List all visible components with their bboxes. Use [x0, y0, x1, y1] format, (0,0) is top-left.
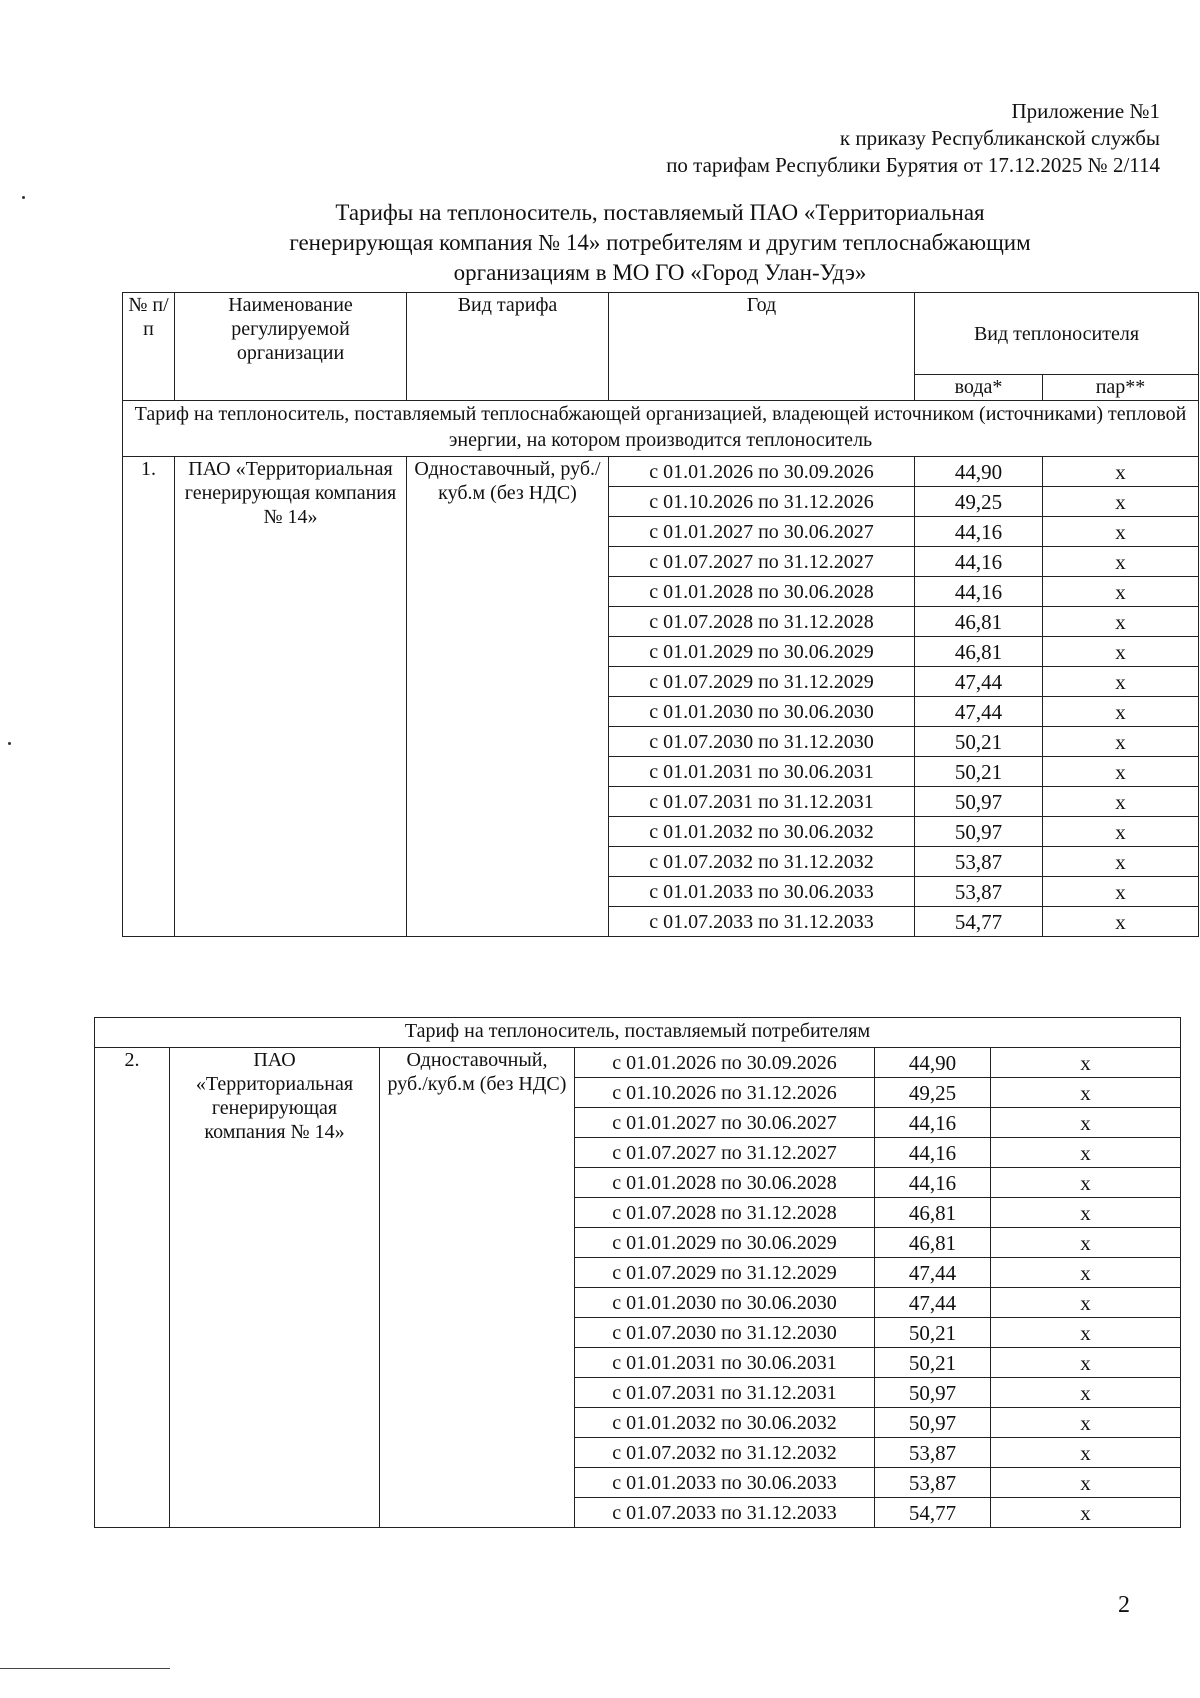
period-cell: с 01.07.2028 по 31.12.2028	[609, 607, 915, 637]
scan-edge-line	[0, 1668, 170, 1669]
steam-tariff-cell: x	[1043, 487, 1199, 517]
water-tariff-cell: 50,21	[875, 1318, 991, 1348]
period-cell: с 01.07.2030 по 31.12.2030	[575, 1318, 875, 1348]
period-cell: с 01.01.2027 по 30.06.2027	[609, 517, 915, 547]
period-cell: с 01.01.2033 по 30.06.2033	[575, 1468, 875, 1498]
steam-tariff-cell: x	[1043, 577, 1199, 607]
title-line-3: организациям в МО ГО «Город Улан-Удэ»	[453, 260, 867, 285]
steam-tariff-cell: x	[1043, 787, 1199, 817]
header-row	[123, 293, 1199, 375]
header-num: № п/п	[123, 293, 175, 401]
period-cell: с 01.07.2031 по 31.12.2031	[575, 1378, 875, 1408]
period-cell: с 01.07.2032 по 31.12.2032	[609, 847, 915, 877]
water-tariff-cell: 44,16	[875, 1168, 991, 1198]
period-cell: с 01.01.2033 по 30.06.2033	[609, 877, 915, 907]
header-year: Год	[609, 293, 915, 401]
header-carrier: Вид теплоносителя	[915, 293, 1199, 375]
row-number: 1.	[123, 457, 175, 937]
title-line-2: генерирующая компания № 14» потребителям и другим теплоснабжающим	[289, 230, 1031, 255]
period-cell: с 01.01.2031 по 30.06.2031	[609, 757, 915, 787]
water-tariff-cell: 50,97	[875, 1408, 991, 1438]
period-cell: с 01.07.2027 по 31.12.2027	[575, 1138, 875, 1168]
approval-reference	[666, 98, 1160, 179]
row-number: 2.	[95, 1048, 170, 1528]
steam-tariff-cell: x	[1043, 907, 1199, 937]
period-cell: с 01.07.2033 по 31.12.2033	[609, 907, 915, 937]
water-tariff-cell: 46,81	[875, 1198, 991, 1228]
tariff-row	[123, 457, 1199, 487]
water-tariff-cell: 49,25	[915, 487, 1043, 517]
water-tariff-cell: 47,44	[915, 667, 1043, 697]
water-tariff-cell: 44,16	[915, 517, 1043, 547]
steam-tariff-cell: x	[1043, 667, 1199, 697]
scan-speck	[8, 742, 11, 745]
steam-tariff-cell: x	[991, 1498, 1181, 1528]
steam-tariff-cell: x	[991, 1078, 1181, 1108]
section-2-body	[95, 1048, 1181, 1528]
steam-tariff-cell: x	[1043, 517, 1199, 547]
water-tariff-cell: 54,77	[875, 1498, 991, 1528]
section-1-caption: Тариф на теплоноситель, поставляемый теплоснабжающей организацией, владеющей источником (источниками) тепловой энергии, на котором производится теплоноситель	[123, 401, 1199, 457]
section-1-body	[123, 457, 1199, 937]
page-number: 2	[1118, 1592, 1130, 1618]
tariff-row	[95, 1048, 1181, 1078]
document-title	[200, 198, 1120, 288]
steam-tariff-cell: x	[1043, 817, 1199, 847]
organization-name: ПАО «Территориальная генерирующая компания № 14»	[175, 457, 407, 937]
steam-tariff-cell: x	[1043, 727, 1199, 757]
title-line-1: Тарифы на теплоноситель, поставляемый ПАО «Территориальная	[335, 200, 985, 225]
water-tariff-cell: 44,90	[915, 457, 1043, 487]
water-tariff-cell: 44,16	[875, 1108, 991, 1138]
period-cell: с 01.07.2029 по 31.12.2029	[609, 667, 915, 697]
section-caption-row	[95, 1018, 1181, 1048]
steam-tariff-cell: x	[1043, 757, 1199, 787]
period-cell: с 01.01.2030 по 30.06.2030	[575, 1288, 875, 1318]
period-cell: с 01.01.2032 по 30.06.2032	[609, 817, 915, 847]
steam-tariff-cell: x	[991, 1138, 1181, 1168]
steam-tariff-cell: x	[991, 1408, 1181, 1438]
steam-tariff-cell: x	[1043, 607, 1199, 637]
steam-tariff-cell: x	[1043, 547, 1199, 577]
water-tariff-cell: 50,21	[875, 1348, 991, 1378]
steam-tariff-cell: x	[991, 1288, 1181, 1318]
period-cell: с 01.10.2026 по 31.12.2026	[575, 1078, 875, 1108]
steam-tariff-cell: x	[1043, 637, 1199, 667]
steam-tariff-cell: x	[991, 1228, 1181, 1258]
water-tariff-cell: 46,81	[915, 607, 1043, 637]
scan-speck	[22, 196, 25, 199]
period-cell: с 01.07.2028 по 31.12.2028	[575, 1198, 875, 1228]
tariff-table-part-1	[122, 292, 1199, 937]
water-tariff-cell: 44,90	[875, 1048, 991, 1078]
header-org: Наименование регулируемой организации	[175, 293, 407, 401]
water-tariff-cell: 53,87	[875, 1468, 991, 1498]
water-tariff-cell: 49,25	[875, 1078, 991, 1108]
water-tariff-cell: 47,44	[875, 1288, 991, 1318]
water-tariff-cell: 44,16	[915, 547, 1043, 577]
period-cell: с 01.07.2029 по 31.12.2029	[575, 1258, 875, 1288]
steam-tariff-cell: x	[991, 1258, 1181, 1288]
tariff-type: Одноставочный, руб./куб.м (без НДС)	[380, 1048, 575, 1528]
section-caption-row	[123, 401, 1199, 457]
header-water: вода*	[915, 375, 1043, 401]
period-cell: с 01.01.2029 по 30.06.2029	[575, 1228, 875, 1258]
period-cell: с 01.10.2026 по 31.12.2026	[609, 487, 915, 517]
section-2-caption: Тариф на теплоноситель, поставляемый потребителям	[95, 1018, 1181, 1048]
water-tariff-cell: 44,16	[875, 1138, 991, 1168]
steam-tariff-cell: x	[991, 1318, 1181, 1348]
steam-tariff-cell: x	[1043, 697, 1199, 727]
period-cell: с 01.07.2032 по 31.12.2032	[575, 1438, 875, 1468]
steam-tariff-cell: x	[1043, 877, 1199, 907]
period-cell: с 01.01.2030 по 30.06.2030	[609, 697, 915, 727]
period-cell: с 01.01.2032 по 30.06.2032	[575, 1408, 875, 1438]
period-cell: с 01.07.2027 по 31.12.2027	[609, 547, 915, 577]
steam-tariff-cell: x	[991, 1168, 1181, 1198]
period-cell: с 01.01.2028 по 30.06.2028	[575, 1168, 875, 1198]
period-cell: с 01.07.2030 по 31.12.2030	[609, 727, 915, 757]
period-cell: с 01.01.2026 по 30.09.2026	[575, 1048, 875, 1078]
water-tariff-cell: 47,44	[875, 1258, 991, 1288]
water-tariff-cell: 47,44	[915, 697, 1043, 727]
water-tariff-cell: 46,81	[875, 1228, 991, 1258]
period-cell: с 01.07.2031 по 31.12.2031	[609, 787, 915, 817]
steam-tariff-cell: x	[1043, 847, 1199, 877]
water-tariff-cell: 54,77	[915, 907, 1043, 937]
steam-tariff-cell: x	[991, 1468, 1181, 1498]
approval-line-1: Приложение №1	[1011, 99, 1160, 123]
steam-tariff-cell: x	[1043, 457, 1199, 487]
water-tariff-cell: 53,87	[875, 1438, 991, 1468]
approval-line-3: по тарифам Республики Бурятия от 17.12.2025 № 2/114	[666, 153, 1160, 177]
period-cell: с 01.01.2031 по 30.06.2031	[575, 1348, 875, 1378]
water-tariff-cell: 46,81	[915, 637, 1043, 667]
tariff-table-part-2	[94, 1017, 1181, 1528]
header-steam: пар**	[1043, 375, 1199, 401]
steam-tariff-cell: x	[991, 1348, 1181, 1378]
period-cell: с 01.01.2029 по 30.06.2029	[609, 637, 915, 667]
organization-name: ПАО «Территориальная генерирующая компания № 14»	[170, 1048, 380, 1528]
water-tariff-cell: 50,97	[915, 787, 1043, 817]
water-tariff-cell: 53,87	[915, 847, 1043, 877]
steam-tariff-cell: x	[991, 1378, 1181, 1408]
water-tariff-cell: 44,16	[915, 577, 1043, 607]
steam-tariff-cell: x	[991, 1048, 1181, 1078]
header-tariff-type: Вид тарифа	[407, 293, 609, 401]
water-tariff-cell: 50,97	[875, 1378, 991, 1408]
steam-tariff-cell: x	[991, 1198, 1181, 1228]
water-tariff-cell: 50,97	[915, 817, 1043, 847]
steam-tariff-cell: x	[991, 1108, 1181, 1138]
period-cell: с 01.01.2027 по 30.06.2027	[575, 1108, 875, 1138]
approval-line-2: к приказу Республиканской службы	[839, 126, 1160, 150]
period-cell: с 01.01.2028 по 30.06.2028	[609, 577, 915, 607]
water-tariff-cell: 53,87	[915, 877, 1043, 907]
period-cell: с 01.07.2033 по 31.12.2033	[575, 1498, 875, 1528]
steam-tariff-cell: x	[991, 1438, 1181, 1468]
tariff-type: Одноставочный, руб./куб.м (без НДС)	[407, 457, 609, 937]
period-cell: с 01.01.2026 по 30.09.2026	[609, 457, 915, 487]
water-tariff-cell: 50,21	[915, 727, 1043, 757]
water-tariff-cell: 50,21	[915, 757, 1043, 787]
